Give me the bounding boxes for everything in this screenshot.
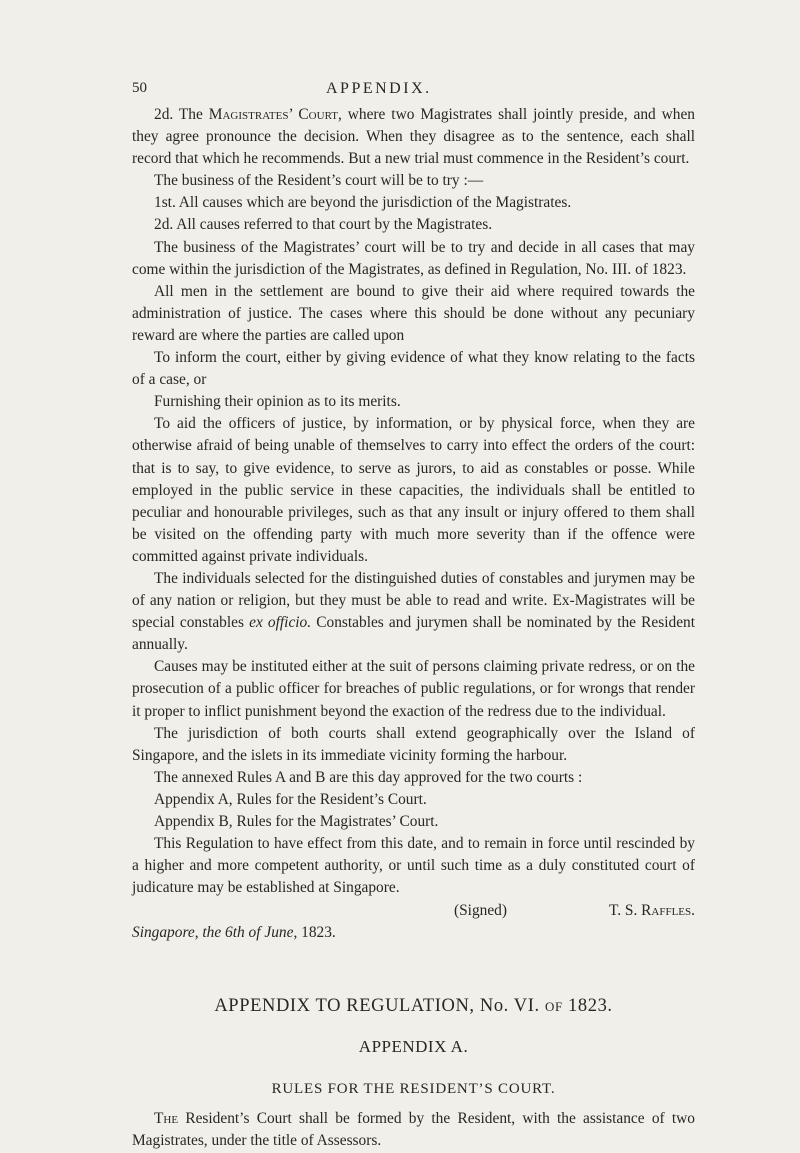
paragraph-text: The individuals selected for the distinguished duties of constables and jurymen may be of any nation or religion, but they must be able to read and write. Ex-Magistrates will be special constables [132,569,695,632]
appendix-title [132,994,695,1018]
appendix-title-text: APPENDIX TO REGULATION, No. VI. [214,996,545,1017]
signature-line [132,900,695,922]
paragraph-magistrates-court [132,104,695,170]
paragraph: 1st. All causes which are beyond the jurisdiction of the Magistrates. [154,194,572,212]
dateline-place: Singapore, the [132,924,226,942]
dateline-year: , 1823. [293,924,336,942]
running-head: APPENDIX. [326,80,432,97]
paragraph-text: Constables and jurymen shall be nominated by the Resident annually. [132,614,695,654]
paragraph-residents-court [132,1108,695,1152]
page-header [132,80,692,102]
paragraph: The business of the Resident’s court will be to try :— [154,172,484,190]
small-caps-term: Magistrates’ Court [208,106,338,123]
paragraph: This Regulation to have effect from this date, and to remain in force until rescinded by a higher and more competent authority, or until such time as a duly constituted court of judicature may be established at Singapore. [132,835,695,897]
paragraph: 2d. All causes referred to that court by the Magistrates. [154,216,493,234]
paragraph-text: , where two Magistrates shall jointly preside, and when they agree pronounce the decision. When they disagree as to the sentence, each shall record that which he recommends. But a new trial must commence in the Resident’s court. [132,106,695,168]
paragraph: Appendix B, Rules for the Magistrates’ Court. [154,813,439,830]
dateline-day: 6th of June [225,924,294,942]
paragraph: To inform the court, either by giving evidence of what they know relating to the facts of a case, or [132,349,695,389]
appendix-title-year: 1823. [562,996,613,1017]
page-body [132,104,695,1153]
paragraph: All men in the settlement are bound to give their aid where required towards the administration of justice. The cases where this should be done without any pecuniary reward are where the parties are called upon [132,282,695,344]
paragraph: Appendix A, Rules for the Resident’s Court. [154,790,427,808]
paragraph: The annexed Rules A and B are this day approved for the two courts : [154,768,583,786]
paragraph: The business of the Magistrates’ court will be to try and decide in all cases that may come within the jurisdiction of the Magistrates, as defined in Regulation, No. III. of 1823. [132,238,695,278]
appendix-subtitle: APPENDIX A. [358,1037,469,1057]
paragraph-constables [132,568,695,656]
page-number: 50 [132,80,147,96]
paragraph-text: 2d. The [154,106,209,123]
rules-heading: RULES FOR THE RESIDENT’S COURT. [271,1081,556,1098]
dateline [132,922,695,944]
italic-term: ex officio. [249,614,312,632]
signer-name: T. S. Raffles. [608,902,695,920]
small-caps-lead: The [154,1110,179,1128]
signed-label: (Signed) [454,902,508,920]
paragraph: The jurisdiction of both courts shall extend geographically over the Island of Singapore, and the islets in its immediate vicinity forming the harbour. [132,724,695,764]
paragraph: Causes may be instituted either at the suit of persons claiming private redress, or on the prosecution of a public officer for breaches of public regulations, or for wrongs that render it proper to inflict punishment beyond the exaction of the redress due to the individual. [132,658,695,720]
paragraph: Furnishing their opinion as to its merits. [154,393,401,411]
paragraph-text: Resident’s Court shall be formed by the Resident, with the assistance of two Magistrates, under the title of Assessors. [132,1110,695,1150]
paragraph: To aid the officers of justice, by information, or by physical force, when they are otherwise afraid of being unable of themselves to carry into effect the orders of the court: that is to say, to give evidence, to serve as jurors, to aid as constables or posse. While employed in the public service in these capacities, the individuals shall be entitled to peculiar and honourable privileges, such as that any insult or injury offered to them shall be visited on the offending party with much more severity than if the offence were committed against private individuals. [132,415,695,565]
appendix-title-of: of [544,996,563,1017]
